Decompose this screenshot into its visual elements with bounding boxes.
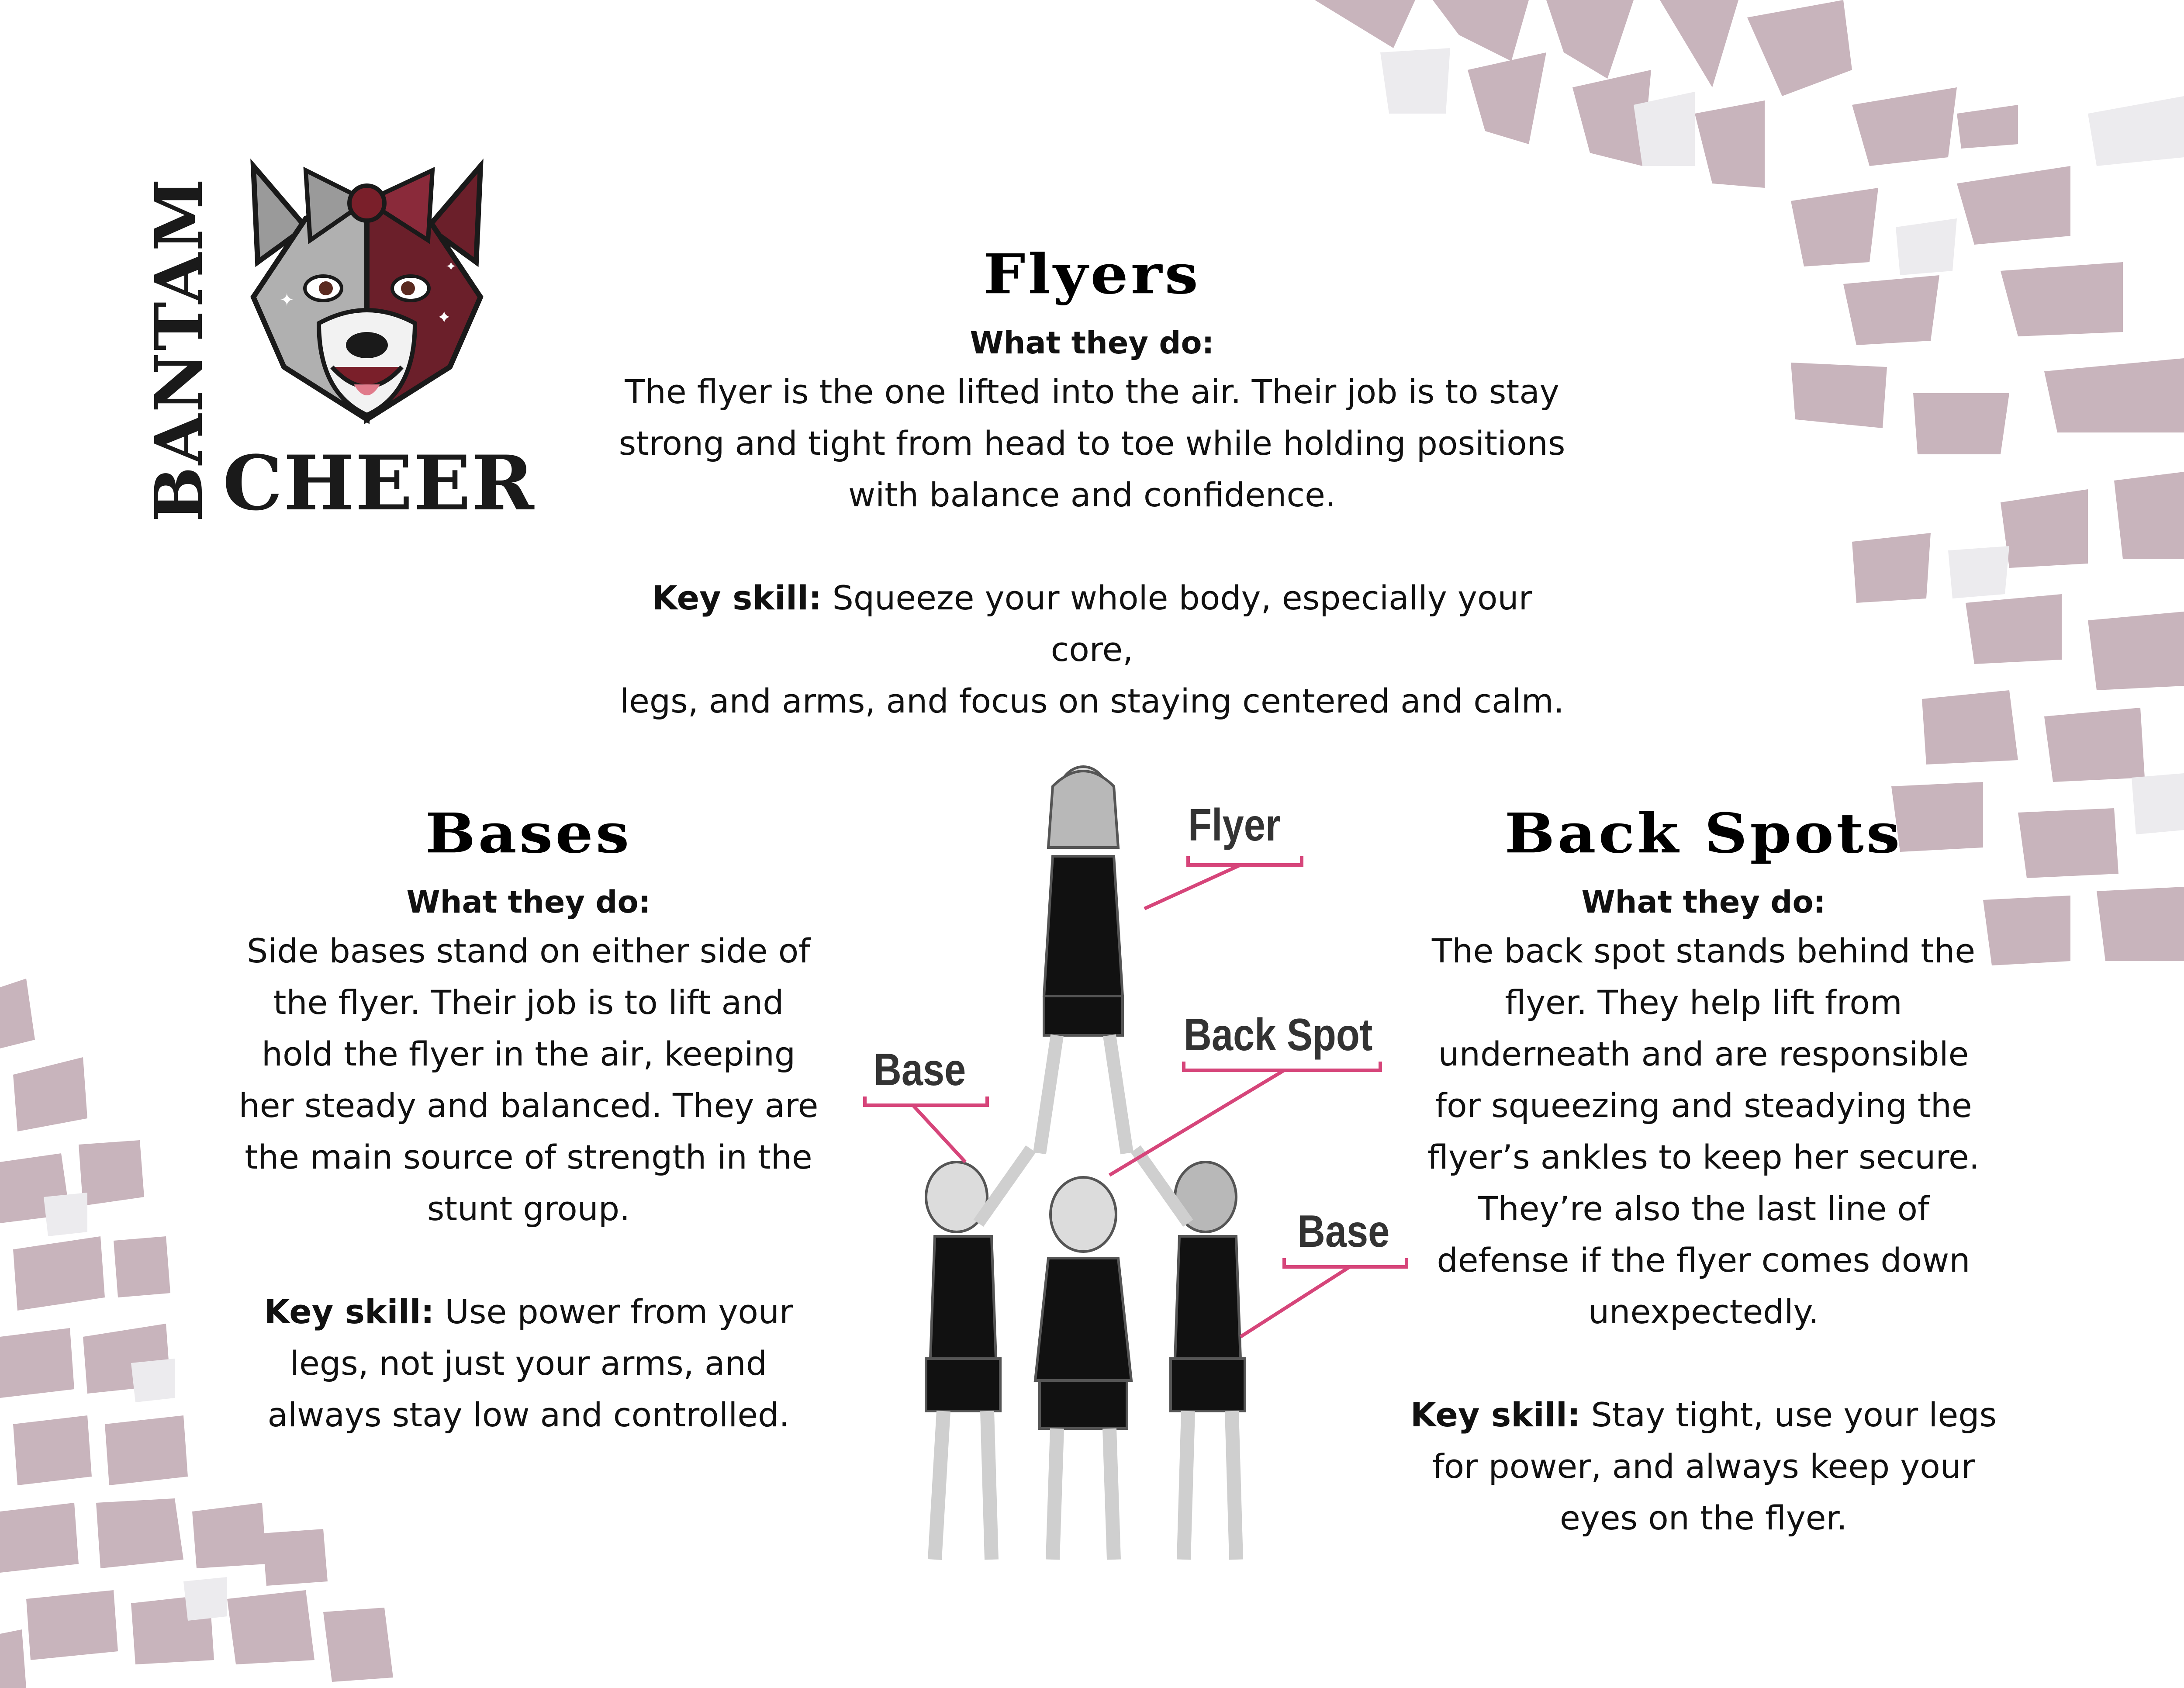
backspots-section (1398, 801, 2009, 1544)
logo-vertical-text: BANTAM (141, 176, 218, 522)
wolf-mascot-icon (227, 140, 507, 446)
logo-horizontal-text: CHEER (223, 439, 535, 527)
backspots-description: The back spot stands behind the flyer. They help lift from underneath and are responsible for squeezing and steadying the flyer’s ankles to keep her secure. They’re also the last line of defense if the flyer comes down unexpectedly. (1427, 931, 1980, 1331)
flyers-subtitle: What they do: (970, 325, 1214, 361)
backspots-key-skill: Key skill: Stay tight, use your legs for power, and always keep your eyes on the flyer. (1410, 1395, 1997, 1537)
stunt-group-illustration (847, 760, 1424, 1590)
svg-text:✦: ✦ (446, 259, 457, 274)
flyers-section (612, 242, 1572, 727)
bases-key-skill: Key skill: Use power from your legs, not just your arms, and always stay low and controlled. (264, 1292, 793, 1434)
flyers-heading: Flyers (983, 242, 1201, 307)
svg-text:✦: ✦ (280, 291, 294, 310)
bases-section (201, 801, 856, 1441)
bases-heading: Bases (425, 801, 632, 866)
label-base-left: Base (874, 1045, 966, 1095)
flyers-description: The flyer is the one lifted into the air. Their job is to stay strong and tight from head to toe while holding positions with balance and confidence. (619, 372, 1565, 514)
flyers-key-skill: Key skill: Squeeze your whole body, especially your core, legs, and arms, and focus on staying centered and calm. (620, 578, 1564, 720)
label-flyer: Flyer (1188, 800, 1281, 851)
label-base-right: Base (1297, 1206, 1390, 1257)
bases-description: Side bases stand on either side of the flyer. Their job is to lift and hold the flyer in the air, keeping her steady and balanced. They are the main source of strength in the stunt group. (238, 931, 819, 1228)
svg-text:✦: ✦ (437, 308, 452, 327)
backspots-subtitle: What they do: (1581, 884, 1826, 920)
bantam-cheer-logo (140, 131, 535, 527)
stunt-diagram (847, 760, 1424, 1590)
bases-subtitle: What they do: (406, 884, 651, 920)
label-back-spot: Back Spot (1184, 1010, 1373, 1060)
backspots-heading: Back Spots (1504, 801, 1903, 866)
